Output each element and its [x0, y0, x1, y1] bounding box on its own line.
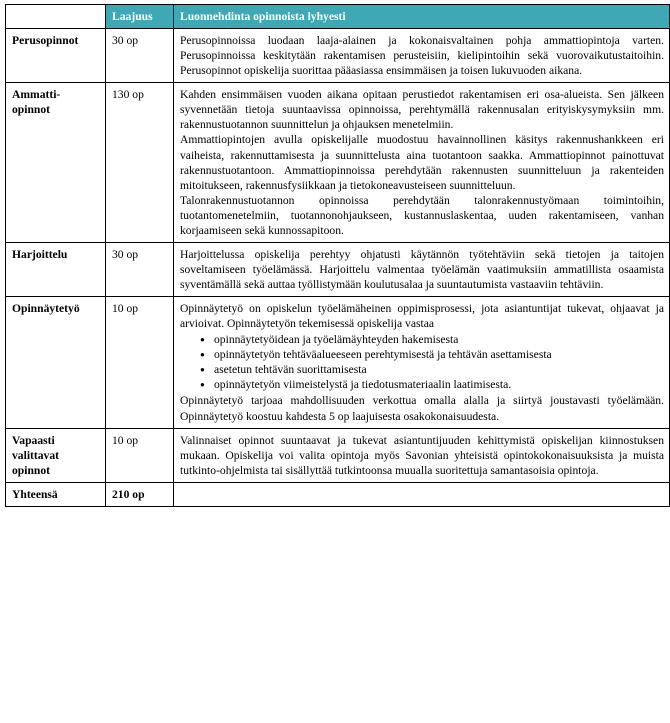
paragraph: Opinnäytetyö tarjoaa mahdollisuuden verkottua omalla alalla ja siirtyä joustavasti työelämään. Opinnäytetyö koostuu kahdesta 5 op laajuisesta osakokonaisuudesta. — [180, 394, 664, 423]
table-row — [6, 428, 670, 482]
table-row — [6, 242, 670, 296]
table-header — [6, 5, 670, 29]
bullet-list — [180, 332, 664, 392]
paragraph: Ammattiopintojen avulla opiskelijalle muodostuu havainnollinen käsitys rakennushankkeen eri vaiheista, rakennuttamisesta ja suunnittelusta aina tuotantoon saakka. Ammattiopinnot painottuvat rakennustuotantoon. Ammattiopinnoissa perehdytään rakennusten suunnitteluun ja rakenteiden mitoitukseen, rakennusfysiikkaan ja tietokoneavusteiseen suunnitteluun. — [180, 133, 664, 192]
row-name: Yhteensä — [6, 482, 106, 506]
paragraph: Perusopinnoissa luodaan laaja-alainen ja kokonaisvaltainen pohja ammattiopintoja varten. Perusopinnoissa keskitytään rakentamisen perusteisiin, kielipintoihin sekä vuorovaikutustaitoihin. Perusopinnot opiskelija suorittaa pääasiassa ensimmäisen ja toisen lukuvuoden aikana. — [180, 34, 664, 78]
paragraph: Talonrakennustuotannon opinnoissa perehdytään talonrakennustyömaan toimintoihin, tuotantomenetelmiin, tuotannonohjaukseen, kustannuslaskentaa, uuden rakentamiseen, vanhan korjaamiseen sekä kunnossapitoon. — [180, 193, 664, 237]
row-description — [174, 297, 670, 429]
row-description — [174, 29, 670, 83]
row-name: Vapaasti valittavat opinnot — [6, 428, 106, 482]
list-item: ● opinnäytetyöidean ja työelämäyhteyden hakemisesta — [214, 332, 664, 347]
table-body — [6, 29, 670, 507]
row-scope: 30 op — [106, 242, 174, 296]
row-scope: 130 op — [106, 83, 174, 243]
list-item: ● opinnäytetyön viimeistelystä ja tiedotusmateriaalin laatimisesta. — [214, 377, 664, 392]
curriculum-table — [5, 4, 670, 507]
row-description — [174, 428, 670, 482]
paragraph: Opinnäytetyö on opiskelun työelämäheinen oppimisprosessi, jota asiantuntijat tukevat, ohjaavat ja arvioivat. Opinnäytetyön tekemisessä opiskelija vastaa — [180, 302, 664, 331]
table-row-total — [6, 482, 670, 506]
row-scope: 10 op — [106, 297, 174, 429]
row-scope: 210 op — [106, 482, 174, 506]
row-description — [174, 83, 670, 243]
list-item: ● asetetun tehtävän suorittamisesta — [214, 362, 664, 377]
table-row — [6, 83, 670, 243]
list-item: ● opinnäytetyön tehtäväalueeseen perehtymisestä ja tehtävän asettamisesta — [214, 347, 664, 362]
header-row — [6, 5, 670, 29]
header-description: Luonnehdinta opinnoista lyhyesti — [174, 5, 670, 29]
row-description — [174, 482, 670, 506]
paragraph: Valinnaiset opinnot suuntaavat ja tukevat asiantuntijuuden kehittymistä opiskelijan kiinnostuksen mukaan. Opiskelija voi valita opintoja myös Savonian yhteisistä opintokokonaisuuksista ja muista tutkinto-ohjelmista tai sisällyttää tutkintoonsa muualla suoritettuja samantasoisia opintoja. — [180, 433, 664, 477]
table-row — [6, 297, 670, 429]
header-blank — [6, 5, 106, 29]
row-name: Ammatti- opinnot — [6, 83, 106, 243]
row-description — [174, 242, 670, 296]
paragraph: Harjoittelussa opiskelija perehtyy ohjatusti käytännön työtehtäviin sekä tietojen ja taitojen soveltamiseen työelämässä. Harjoittelu valmentaa työelämän vaatimuksiin ammatillista osaamista syventämällä sekä auttaa työllistymään koulutusalaa ja suuntautumista vastaaviin tehtäviin. — [180, 247, 664, 291]
row-name: Harjoittelu — [6, 242, 106, 296]
row-scope: 30 op — [106, 29, 174, 83]
row-scope: 10 op — [106, 428, 174, 482]
table-row — [6, 29, 670, 83]
paragraph: Kahden ensimmäisen vuoden aikana opitaan perustiedot rakentamisen eri osa-alueista. Sen jälkeen syvennetään tietoja suuntaavissa opinnoissa, perehtymällä rakennusalan erityiskysymyksiin mm. rakennustuotannon suunnittelun ja ohjauksen menetelmiin. — [180, 88, 664, 132]
row-name: Opinnäytetyö — [6, 297, 106, 429]
header-scope: Laajuus — [106, 5, 174, 29]
row-name: Perusopinnot — [6, 29, 106, 83]
